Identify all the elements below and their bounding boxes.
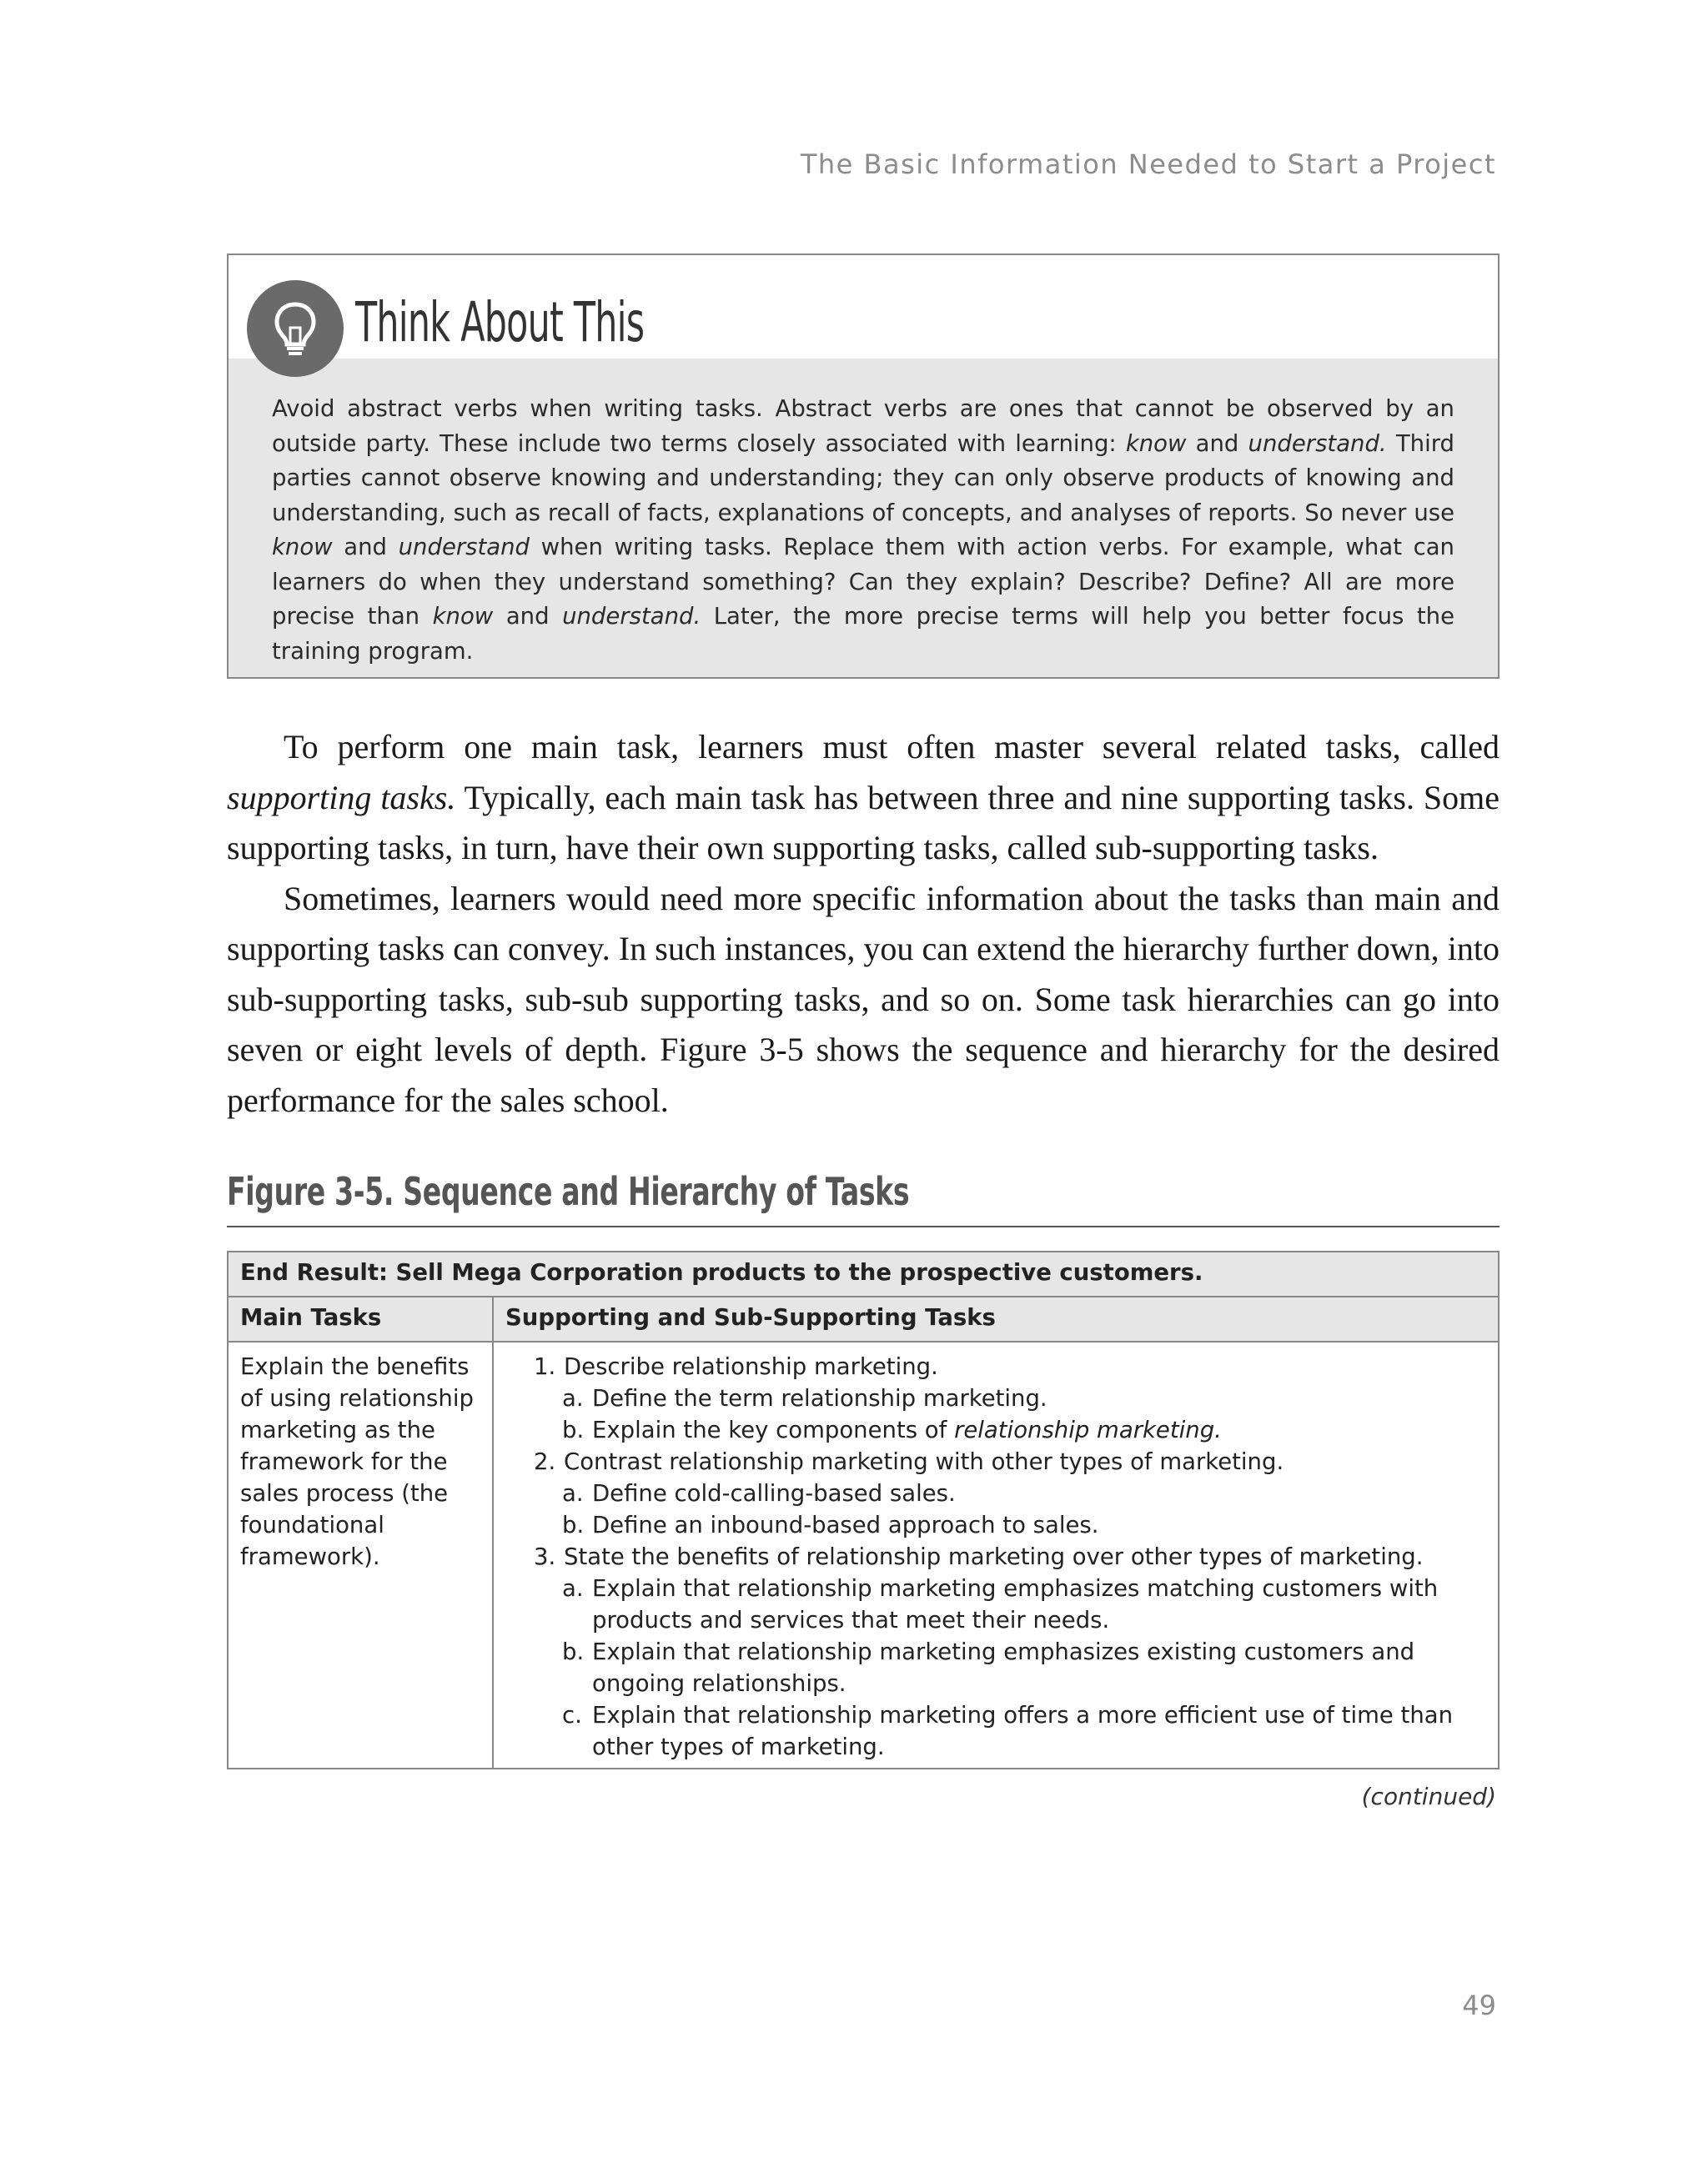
callout-text [272, 392, 1454, 669]
list-item [505, 1573, 1486, 1636]
list-item-text: Define cold-calling-based sales. [592, 1480, 956, 1507]
callout-segment: Third parties cannot observe knowing and understanding; they can only observe products of knowing and understanding, such as recall of facts, explanations of concepts, and analyses of reports. So never use [272, 429, 1454, 526]
callout-header [229, 255, 1498, 360]
list-item-number: a. [562, 1480, 584, 1507]
list-item [505, 1383, 1486, 1414]
list-item-number: 2. [534, 1448, 556, 1475]
list-item [505, 1509, 1486, 1541]
callout-segment: when writing tasks. Replace them with action verbs. For example, what can learners do when they understand something? Can they explain? Describe? Define? All are more precise than [272, 534, 1454, 630]
paragraph-1-text-a: To perform one main task, learners must often master several related tasks, called [284, 728, 1500, 765]
list-item [505, 1351, 1486, 1383]
callout-emphasis: understand. [562, 603, 701, 630]
callout-body [229, 359, 1498, 677]
page-number: 49 [1462, 1990, 1496, 2021]
table-row [228, 1342, 1499, 1769]
running-head: The Basic Information Needed to Start a Project [800, 148, 1496, 180]
callout-segment: and [1186, 429, 1248, 457]
list-item-number: b. [562, 1639, 585, 1665]
list-item [505, 1636, 1486, 1699]
list-item [505, 1541, 1486, 1573]
list-item-text: Explain that relationship marketing emphasizes existing customers and ongoing relationships. [592, 1639, 1415, 1697]
callout-segment: and [332, 534, 399, 560]
list-item-text: State the benefits of relationship marketing over other types of marketing. [564, 1543, 1424, 1570]
callout-emphasis: understand. [1248, 429, 1387, 457]
list-item-number: b. [562, 1417, 585, 1443]
body-text [227, 722, 1500, 1126]
callout-segment: Avoid abstract verbs when writing tasks. Abstract verbs are ones that cannot be observed by an outside party. These include two terms closely associated with learning: [272, 395, 1454, 457]
paragraph-1-text-b: Typically, each main task has between three and nine supporting tasks. Some supporting tasks, in turn, have their own supporting tasks, called sub-supporting tasks. [227, 778, 1500, 866]
callout-emphasis: know [272, 534, 333, 560]
list-item-text: Explain that relationship marketing emphasizes matching customers with products and services that meet their needs. [592, 1575, 1439, 1634]
main-task-cell: Explain the benefits of using relationship marketing as the framework for the sales process (the foundational framework). [228, 1342, 493, 1769]
list-item-text: Explain that relationship marketing offers a more efficient use of time than other types of marketing. [592, 1702, 1454, 1760]
figure-title-text: Figure 3-5. Sequence and Hierarchy of Tasks [227, 1169, 910, 1214]
list-item [505, 1699, 1486, 1763]
callout-emphasis: know [1125, 429, 1187, 457]
list-item [505, 1478, 1486, 1509]
list-item-text: Explain the key components of [592, 1417, 955, 1443]
list-item-number: 3. [534, 1543, 556, 1570]
list-item-number: a. [562, 1385, 584, 1412]
think-about-this-callout [227, 253, 1500, 679]
list-item-number: a. [562, 1575, 584, 1602]
lightbulb-icon [247, 280, 344, 377]
continued-note: (continued) [1361, 1783, 1496, 1810]
header-main-tasks: Main Tasks [228, 1297, 493, 1342]
list-item-number: 1. [534, 1353, 556, 1380]
list-item-emphasis: relationship marketing. [954, 1417, 1222, 1443]
paragraph-1 [227, 722, 1500, 874]
list-item-text: Define an inbound-based approach to sales. [592, 1512, 1099, 1538]
end-result-cell: End Result: Sell Mega Corporation products to the prospective customers. [228, 1252, 1499, 1297]
figure-title [227, 1169, 1500, 1227]
callout-segment: and [493, 603, 563, 630]
paragraph-1-emphasis: supporting tasks. [227, 778, 456, 816]
callout-title: Think About This [355, 290, 645, 354]
callout-emphasis: know [432, 603, 494, 630]
supporting-tasks-cell [493, 1342, 1499, 1769]
list-item [505, 1414, 1486, 1446]
paragraph-2: Sometimes, learners would need more specific information about the tasks than main and supporting tasks can convey. In such instances, you can extend the hierarchy further down, into sub-supporting tasks, sub-sub supporting tasks, and so on. Some task hierarchies can go into seven or eight levels of depth. Figure 3-5 shows the sequence and hierarchy for the desired performance for the sales school. [227, 879, 1500, 1119]
list-item-text: Describe relationship marketing. [564, 1353, 938, 1380]
callout-segment: Later, the more precise terms will help you better focus the training program. [272, 603, 1454, 665]
list-item [505, 1446, 1486, 1478]
table-header-row [228, 1297, 1499, 1342]
header-supporting-tasks: Supporting and Sub-Supporting Tasks [493, 1297, 1499, 1342]
task-hierarchy-table [227, 1251, 1500, 1769]
list-item-text: Contrast relationship marketing with other types of marketing. [564, 1448, 1284, 1475]
list-item-number: c. [562, 1702, 582, 1729]
end-result-row [228, 1252, 1499, 1297]
list-item-number: b. [562, 1512, 585, 1538]
list-item-text: Define the term relationship marketing. [592, 1385, 1047, 1412]
callout-emphasis: understand [398, 534, 530, 560]
